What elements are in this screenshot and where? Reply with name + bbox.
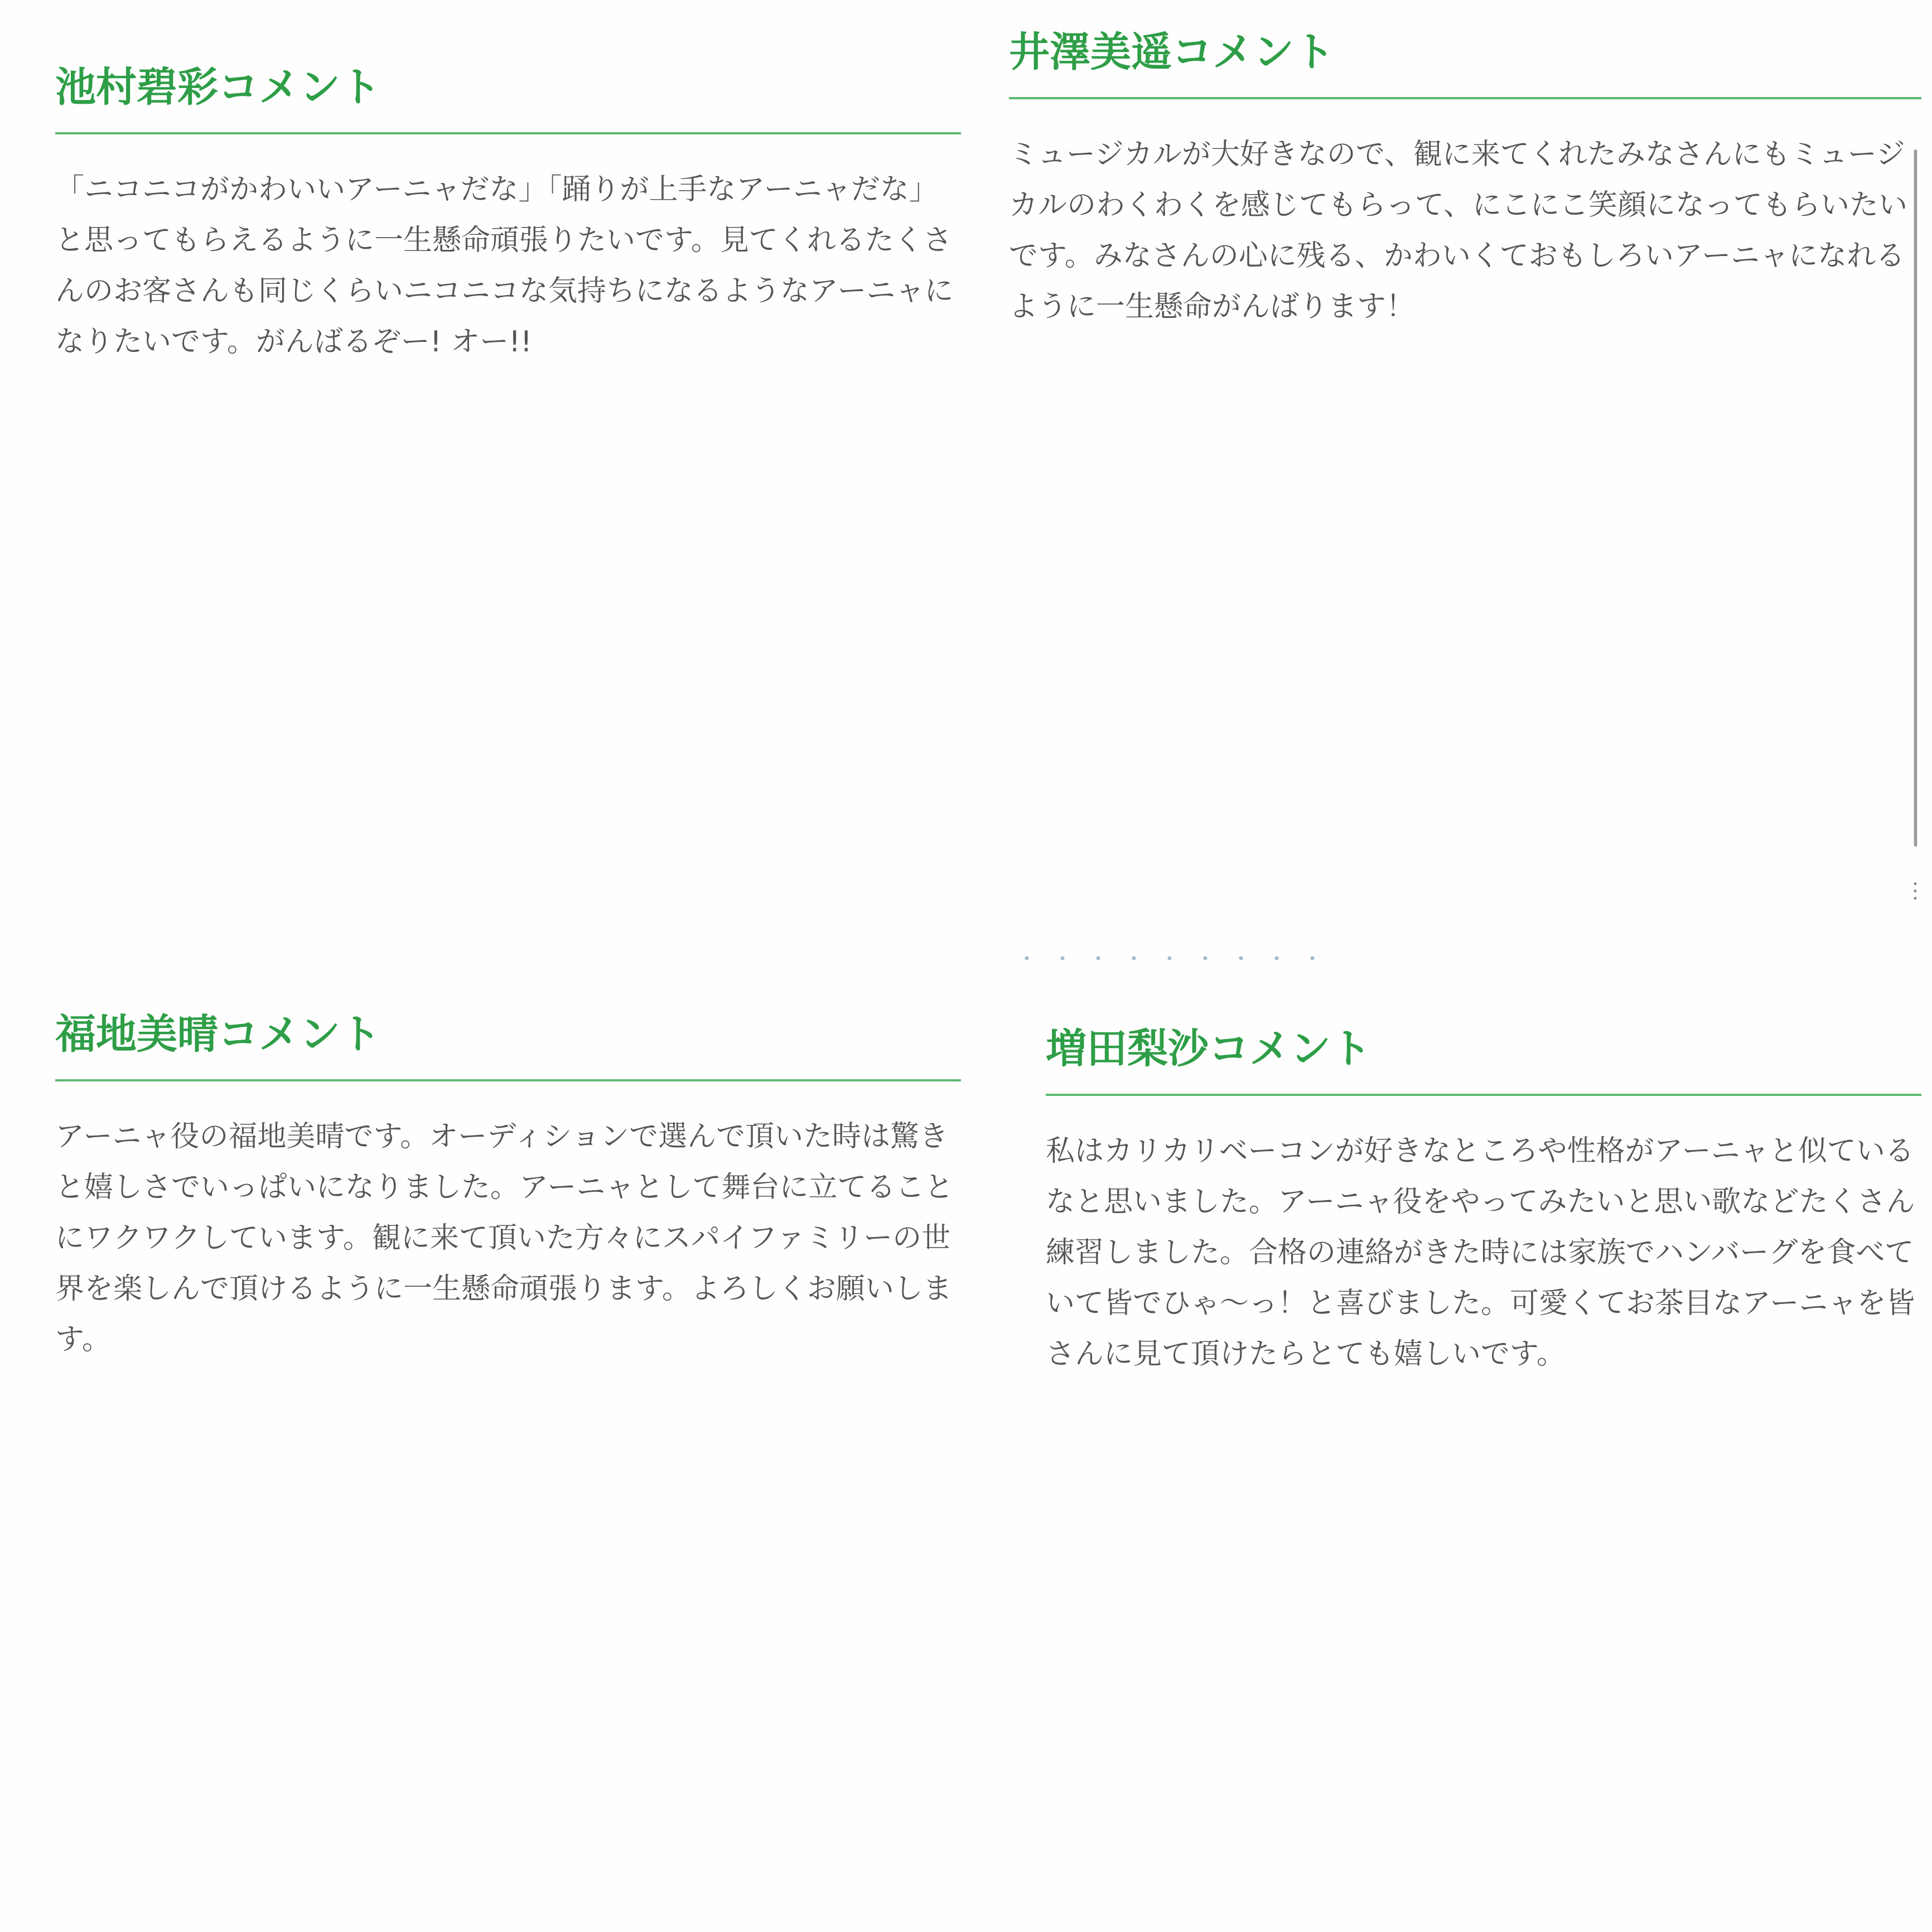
comment-section-ikemura — [55, 63, 961, 368]
comment-title: 増田梨沙コメント — [1046, 1025, 1921, 1096]
more-dots-icon — [1913, 880, 1917, 902]
comment-section-masuda — [1046, 1025, 1921, 1380]
comment-text: 「ニコニコがかわいいアーニャだな」「踊りが上手なアーニャだな」と思ってもらえるように一生懸命頑張りたいです。見てくれるたくさんのお客さんも同じくらいニコニコな気持ちになるようなアーニャになりたいです。がんばるぞー! オー!! — [55, 172, 954, 359]
comment-section-fukuchi — [55, 1010, 961, 1365]
comment-text: アーニャ役の福地美晴です。オーディションで選んで頂いた時は驚きと嬉しさでいっぱいになりました。アーニャとして舞台に立てることにワクワクしています。観に来て頂いた方々にスパイファミリーの世界を楽しんで頂けるように一生懸命頑張ります。よろしくお願いします。 — [55, 1119, 954, 1356]
comment-section-izawa — [1009, 28, 1921, 332]
comment-title: 池村碧彩コメント — [55, 63, 961, 134]
comment-title: 井澤美遥コメント — [1009, 28, 1921, 99]
scrollbar-thumb[interactable] — [1914, 149, 1917, 847]
comment-text: ミュージカルが大好きなので、観に来てくれたみなさんにもミュージカルのわくわくを感じてもらって、にこにこ笑顔になってもらいたいです。みなさんの心に残る、かわいくておもしろいアーニャになれるように一生懸命がんばります！ — [1009, 137, 1907, 323]
comment-text: 私はカリカリベーコンが好きなところや性格がアーニャと似ているなと思いました。アーニャ役をやってみたいと思い歌などたくさん練習しました。合格の連絡がきた時には家族でハンバーグを食べていて皆でひゃ〜っ！と喜びました。可愛くてお茶目なアーニャを皆さんに見て頂けたらとても嬉しいです。 — [1046, 1134, 1915, 1371]
comment-title: 福地美晴コメント — [55, 1010, 961, 1081]
scrollbar[interactable] — [1914, 149, 1917, 847]
dotted-divider — [1009, 956, 1327, 960]
